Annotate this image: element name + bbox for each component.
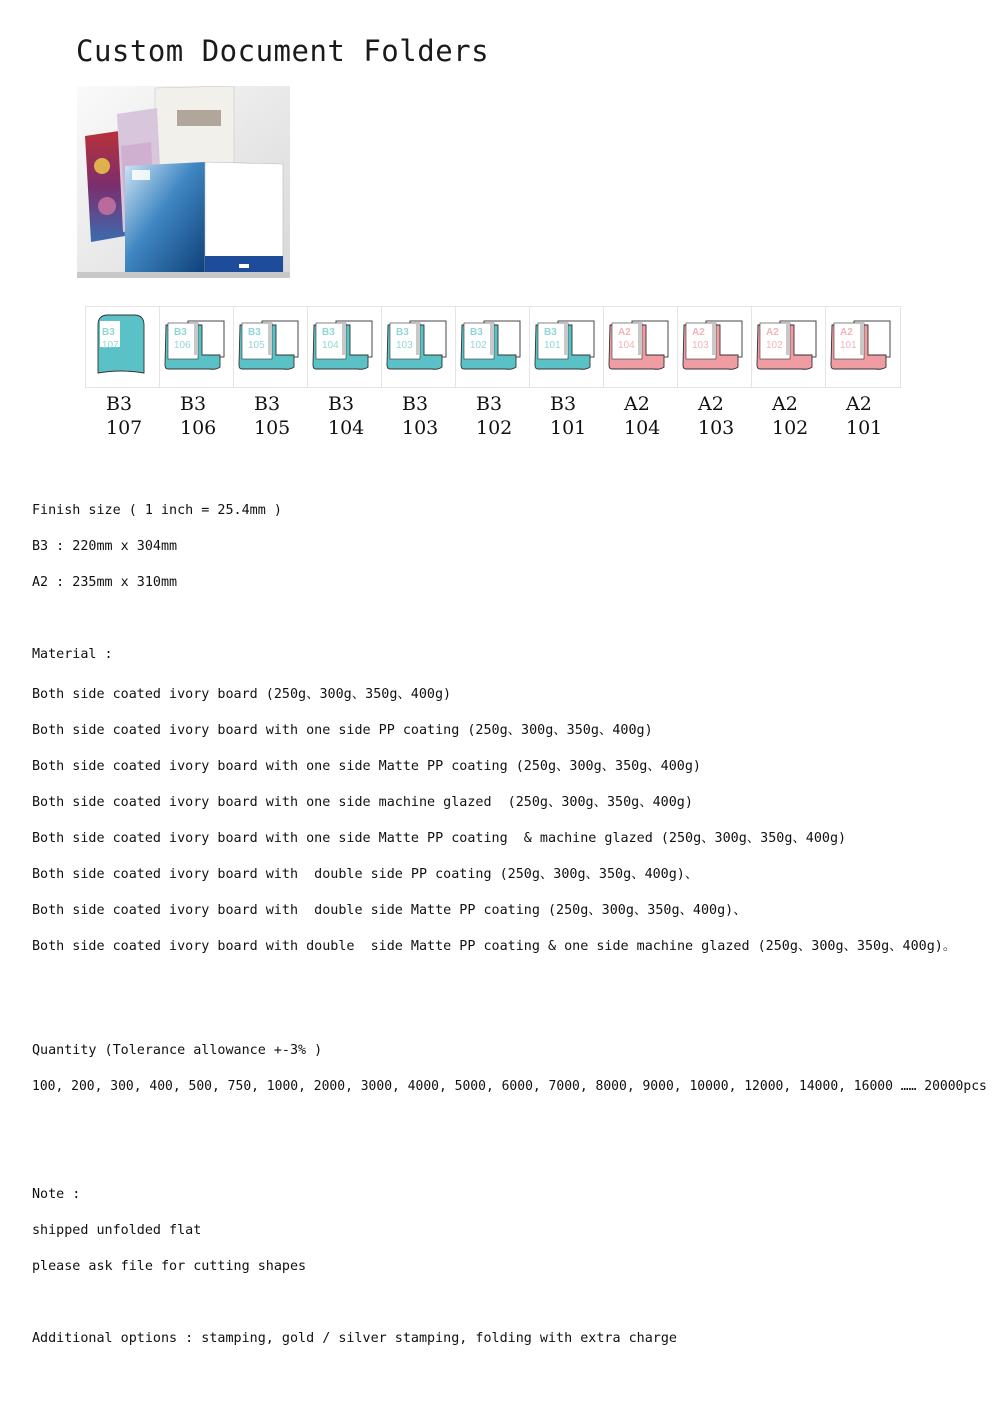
folder-template-thumb <box>678 307 752 387</box>
material-item: Both side coated ivory board (250g、300g、350g、400g) <box>32 687 452 702</box>
template-size-label: B3 <box>328 393 355 415</box>
folder-template-icon <box>382 307 456 387</box>
template-label <box>529 392 603 440</box>
quantity-values: 100, 200, 300, 400, 500, 750, 1000, 2000, 3000, 4000, 5000, 6000, 7000, 8000, 9000, 10000, 12000, 14000, 16000 …… 20000pcs <box>32 1079 987 1094</box>
template-code-label: 101 <box>846 417 883 439</box>
folder-samples-photo <box>77 86 290 278</box>
template-label-row <box>85 392 899 440</box>
note-heading: Note : <box>32 1187 81 1202</box>
template-thumb-size: A2 <box>840 327 853 338</box>
template-code-label: 102 <box>772 417 809 439</box>
template-code-label: 106 <box>180 417 217 439</box>
material-item: Both side coated ivory board with one side Matte PP coating & machine glazed (250g、300g、350g、400g) <box>32 831 847 846</box>
folder-template-thumb <box>234 307 308 387</box>
template-label <box>233 392 307 440</box>
template-size-label: B3 <box>254 393 281 415</box>
template-thumb-code: 103 <box>692 340 709 351</box>
folder-template-icon <box>86 307 160 387</box>
template-thumb-size: B3 <box>174 327 187 338</box>
template-thumb-code: 101 <box>544 340 561 351</box>
template-code-label: 101 <box>550 417 587 439</box>
folder-template-thumb <box>826 307 900 387</box>
folder-template-icon <box>160 307 234 387</box>
template-label <box>677 392 751 440</box>
template-thumb-code: 104 <box>618 340 635 351</box>
template-size-label: B3 <box>402 393 429 415</box>
folder-template-thumb <box>382 307 456 387</box>
template-size-label: B3 <box>476 393 503 415</box>
template-thumb-code: 102 <box>766 340 783 351</box>
material-item: Both side coated ivory board with one side Matte PP coating (250g、300g、350g、400g) <box>32 759 701 774</box>
template-size-label: A2 <box>624 393 650 415</box>
folder-template-icon <box>678 307 752 387</box>
template-size-label: A2 <box>846 393 872 415</box>
template-size-label: B3 <box>180 393 207 415</box>
template-thumb-code: 101 <box>840 340 857 351</box>
folder-template-icon <box>604 307 678 387</box>
template-code-label: 103 <box>698 417 735 439</box>
template-thumb-code: 102 <box>470 340 487 351</box>
finish-size-b3: B3 : 220mm x 304mm <box>32 539 178 554</box>
folder-template-icon <box>308 307 382 387</box>
template-thumb-size: B3 <box>322 327 335 338</box>
template-label <box>455 392 529 440</box>
template-thumb-size: B3 <box>470 327 483 338</box>
template-thumb-size: B3 <box>544 327 557 338</box>
folder-template-thumb <box>604 307 678 387</box>
template-label <box>159 392 233 440</box>
template-thumb-size: B3 <box>102 327 115 338</box>
template-thumb-size: A2 <box>692 327 705 338</box>
template-thumb-code: 106 <box>174 340 191 351</box>
folder-template-thumb <box>160 307 234 387</box>
template-code-label: 102 <box>476 417 513 439</box>
material-heading: Material : <box>32 647 113 662</box>
folder-template-thumb <box>308 307 382 387</box>
template-code-label: 104 <box>328 417 365 439</box>
template-thumb-size: A2 <box>766 327 779 338</box>
folder-template-icon <box>826 307 900 387</box>
material-item: Both side coated ivory board with double side PP coating (250g、300g、350g、400g)、 <box>32 867 699 882</box>
template-thumb-code: 107 <box>102 340 119 351</box>
template-thumb-code: 105 <box>248 340 265 351</box>
template-thumb-code: 103 <box>396 340 413 351</box>
material-item: Both side coated ivory board with double side Matte PP coating (250g、300g、350g、400g)、 <box>32 903 747 918</box>
template-label <box>307 392 381 440</box>
folder-template-thumb <box>86 307 160 387</box>
template-size-label: B3 <box>550 393 577 415</box>
additional-options: Additional options : stamping, gold / silver stamping, folding with extra charge <box>32 1331 677 1346</box>
template-thumb-size: B3 <box>248 327 261 338</box>
folder-template-icon <box>752 307 826 387</box>
finish-size-heading: Finish size ( 1 inch = 25.4mm ) <box>32 503 282 518</box>
folder-template-icon <box>530 307 604 387</box>
template-size-label: A2 <box>772 393 798 415</box>
material-item: Both side coated ivory board with one side PP coating (250g、300g、350g、400g) <box>32 723 653 738</box>
template-label <box>381 392 455 440</box>
note-line: please ask file for cutting shapes <box>32 1259 307 1274</box>
template-code-label: 107 <box>106 417 143 439</box>
folder-template-row <box>85 306 901 388</box>
template-label <box>85 392 159 440</box>
template-label <box>603 392 677 440</box>
finish-size-a2: A2 : 235mm x 310mm <box>32 575 178 590</box>
page-title: Custom Document Folders <box>76 34 490 68</box>
template-code-label: 105 <box>254 417 291 439</box>
template-thumb-size: B3 <box>396 327 409 338</box>
material-item: Both side coated ivory board with double side Matte PP coating & one side machine glazed (250g、300g、350g、400g)。 <box>32 939 957 954</box>
template-code-label: 103 <box>402 417 439 439</box>
folder-template-thumb <box>530 307 604 387</box>
template-label <box>825 392 899 440</box>
note-line: shipped unfolded flat <box>32 1223 202 1238</box>
template-size-label: A2 <box>698 393 724 415</box>
template-thumb-code: 104 <box>322 340 339 351</box>
template-code-label: 104 <box>624 417 661 439</box>
folder-template-icon <box>234 307 308 387</box>
material-item: Both side coated ivory board with one side machine glazed (250g、300g、350g、400g) <box>32 795 693 810</box>
folder-template-thumb <box>456 307 530 387</box>
folder-template-thumb <box>752 307 826 387</box>
template-label <box>751 392 825 440</box>
template-size-label: B3 <box>106 393 133 415</box>
quantity-heading: Quantity (Tolerance allowance +-3% ) <box>32 1043 323 1058</box>
folder-template-icon <box>456 307 530 387</box>
template-thumb-size: A2 <box>618 327 631 338</box>
